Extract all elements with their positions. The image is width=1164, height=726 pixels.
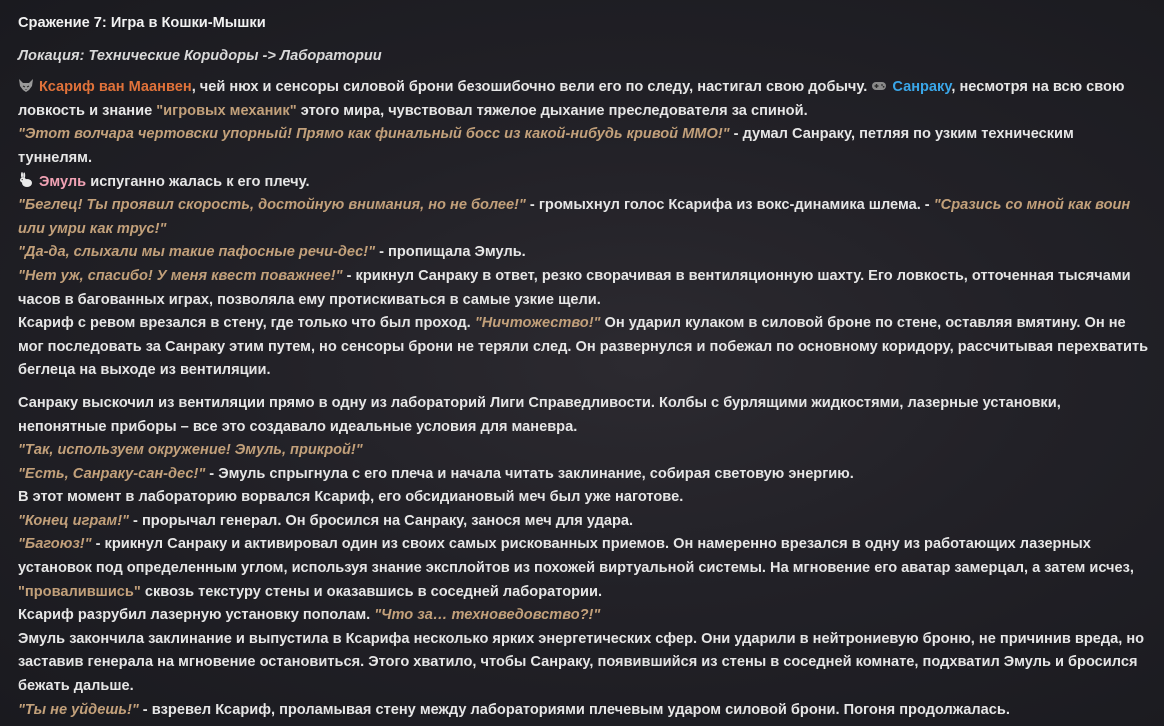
text-segment: этого мира, чувствовал тяжелое дыхание преследователя за спиной. [300,102,808,119]
paragraph-14 [18,604,1150,628]
paragraph-15 [18,628,1150,699]
paragraph-7 [18,312,1150,383]
text-segment: В этот момент в лабораторию ворвался Ксариф, его обсидиановый меч был уже наготове. [18,489,684,506]
text-segment: - думал Санраку, петляя по узким техническим туннелям. [18,126,1074,166]
text-segment: Ксариф разрубил лазерную установку пополам. [18,607,371,624]
paragraph-6 [18,265,1150,312]
text-segment: - пропищала Эмуль. [379,244,526,261]
paragraph-11 [18,486,1150,510]
text-segment: Он ударил кулаком в силовой броне по стене, оставляя вмятину. Он не мог последовать за Санраку этим путем, но сенсоры брони не теряли след. Он развернулся и побежал по основному коридору, рассчитывая перехватить беглеца на выходе из вентиляции. [18,315,1149,379]
text-segment: - крикнул Санраку и активировал один из своих самых рискованных приемов. Он намеренно врезался в одну из работающих лазерных установок под определенным углом, используя знание эксплойтов из похожей виртуальной системы. На мгновение его аватар замерцал, а затем исчез, [18,536,1134,577]
paragraph-2 [18,123,1150,170]
text-segment: испуганно жалась к его плечу. [90,173,310,190]
name-ksarif: Ксариф ван Маанвен [39,79,192,96]
quote: "Да-да, слыхали мы такие пафосные речи-дес!" [18,244,376,261]
name-emul: Эмуль [39,173,87,190]
story-document [18,12,1150,722]
quote: "Ты не уйдешь!" [18,701,139,718]
text-segment: Эмуль закончила заклинание и выпустила в Ксарифа несколько ярких энергетических сфер. Они ударили в нейтрониевую броню, не причинив вреда, но заставив генерала на мгновение остановиться. Этого хватило, чтобы Санраку, появившийся из стены в соседней комнате, подхватил Эмуль и бросился бежать дальше. [18,630,1145,695]
text-segment: - взревел Ксариф, проламывая стену между лабораториями плечевым ударом силовой брони. Погоня продолжалась. [142,701,1010,718]
text-segment: - крикнул Санраку в ответ, резко сворачивая в вентиляционную шахту. Его ловкость, отточенная тысячами часов в багованных играх, позволяла ему протискиваться в самые узкие щели. [18,267,1131,308]
text-segment: , чей нюх и сенсоры силовой брони безошибочно вели его по следу, настигал свою добычу. [191,79,868,96]
text-segment: - громыхнул голос Ксарифа из вокс-динамика шлема. - [529,197,930,214]
quote: "Беглец! Ты проявил скорость, достойную внимания, но не более!" [18,197,526,214]
paragraph-13 [18,533,1150,604]
text-segment: - прорычал генерал. Он бросился на Санраку, занося меч для удара. [133,512,634,529]
paragraph-10 [18,463,1150,487]
quote: "Что за… техноведовство?!" [374,607,601,624]
text-segment: - Эмуль спрыгнула с его плеча и начала читать заклинание, собирая световую энергию. [209,465,854,482]
chapter-title: Сражение 7: Игра в Кошки-Мышки [18,15,266,31]
wolf-icon [18,77,34,93]
paragraph-4 [18,194,1150,241]
quote: "Багоюз!" [18,536,92,553]
quote: "Ничтожество!" [474,315,601,332]
quote: "Этот волчара чертовски упорный! Прямо как финальный босс из какой-нибудь кривой ММО!" [18,126,730,143]
text-segment: Ксариф с ревом врезался в стену, где только что был проход. [18,315,471,332]
paragraph-3 [18,171,1150,195]
rabbit-icon [18,172,34,188]
paragraph-1 [18,76,1150,123]
quote: "Так, используем окружение! Эмуль, прикрой!" [18,442,363,459]
quote: "провалившись" [18,583,141,600]
gamepad-icon [871,77,887,93]
text-segment: сквозь текстуру стены и оказавшись в соседней лаборатории. [144,583,603,600]
text-segment: Санраку выскочил из вентиляции прямо в одну из лабораторий Лиги Справедливости. Колбы с бурлящими жидкостями, лазерные установки, непонятные приборы – все это создавало идеальные условия для маневра. [18,394,1061,435]
paragraph-8 [18,392,1150,439]
text-segment: , несмотря на всю свою ловкость и знание [18,79,1125,119]
paragraph-9 [18,439,1150,463]
paragraph-12 [18,510,1150,534]
paragraph-16 [18,699,1150,723]
name-sanraku: Санраку [892,79,952,96]
quote: "Конец играм!" [18,512,129,529]
paragraph-5 [18,241,1150,265]
quote: "Нет уж, спасибо! У меня квест поважнее!" [18,267,343,284]
location-line: Локация: Технические Коридоры -> Лаборатории [18,47,382,64]
quote: "Есть, Санраку-сан-дес!" [18,465,206,482]
quote: "Сразись со мной как воин или умри как трус!" [18,197,1131,237]
quote: "игровых механик" [156,102,297,119]
